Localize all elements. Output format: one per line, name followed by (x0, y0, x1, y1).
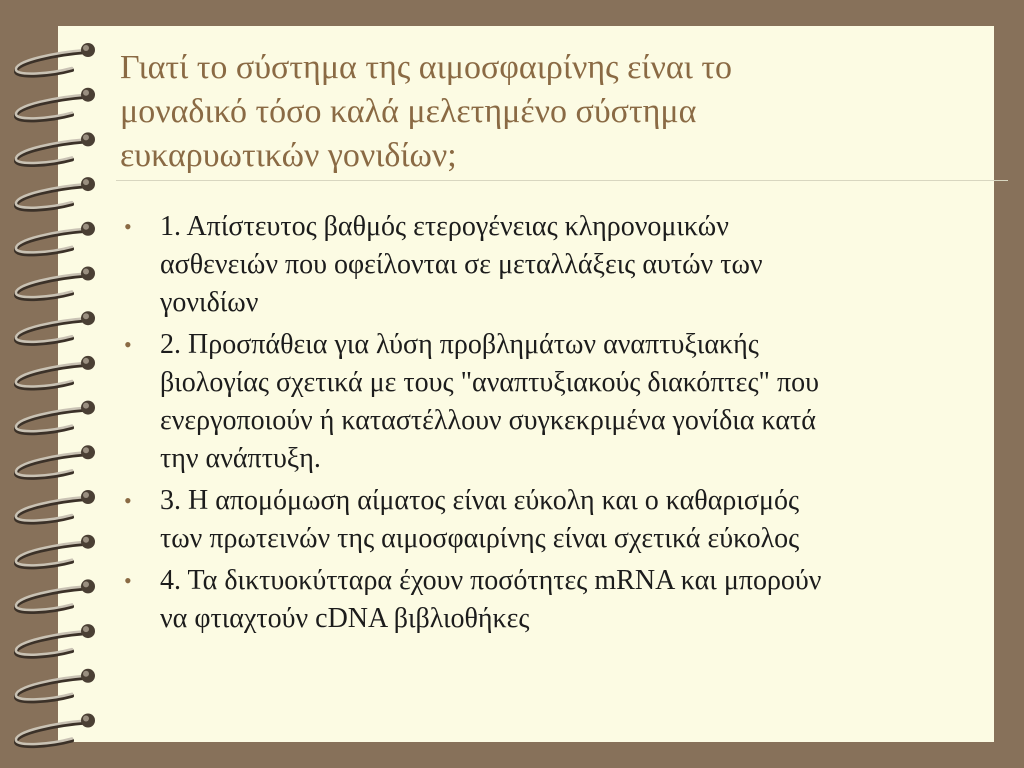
spiral-ring (16, 177, 95, 210)
bullet-text-line: γονιδίων (160, 287, 259, 318)
spiral-binding (0, 0, 120, 768)
list-item (124, 482, 1004, 558)
spiral-ring (16, 88, 95, 121)
spiral-ring (16, 579, 95, 612)
spiral-ring (16, 43, 95, 76)
bullet-text-line: την ανάπτυξη. (160, 443, 321, 474)
title-line: μοναδικό τόσο καλά μελετημένο σύστημα (120, 93, 697, 130)
title-divider (116, 180, 1008, 181)
bullet-marker: • (124, 332, 132, 357)
spiral-ring (16, 267, 95, 300)
bullet-text-line: βιολογίας σχετικά με τους "αναπτυξιακούς διακόπτες" που (160, 367, 819, 398)
title-line: ευκαρυωτικών γονιδίων; (120, 137, 457, 174)
spiral-ring (16, 624, 95, 657)
spiral-ring (16, 132, 95, 165)
list-item (124, 562, 1004, 638)
spiral-ring (16, 445, 95, 478)
bullet-text-line: ενεργοποιούν ή καταστέλλουν συγκεκριμένα γονίδια κατά (160, 405, 816, 436)
spiral-ring (16, 356, 95, 389)
spiral-ring (16, 714, 95, 747)
bullet-text-line: 3. Η απομόμωση αίματος είναι εύκολη και ο καθαρισμός (160, 485, 800, 516)
bullet-text-line: 2. Προσπάθεια για λύση προβλημάτων αναπτυξιακής (160, 329, 759, 360)
bullet-marker: • (124, 568, 132, 593)
list-item (124, 326, 1004, 478)
title-line: Γιατί το σύστημα της αιμοσφαιρίνης είναι το (120, 49, 733, 86)
spiral-ring (16, 535, 95, 568)
spiral-ring (16, 311, 95, 344)
bullet-text-line: να φτιαχτούν cDNA βιβλιοθήκες (160, 603, 530, 634)
bullet-text-line: ασθενειών που οφείλονται σε μεταλλάξεις αυτών των (160, 249, 763, 280)
bullet-text-line: των πρωτεινών της αιμοσφαιρίνης είναι σχετικά εύκολος (160, 523, 800, 554)
list-item (124, 208, 1004, 322)
spiral-ring (16, 222, 95, 255)
bullet-list (124, 208, 1004, 642)
bullet-marker: • (124, 214, 132, 239)
slide-title (120, 46, 1000, 178)
bullet-text-line: 1. Απίστευτος βαθμός ετερογένειας κληρονομικών (160, 211, 729, 242)
bullet-marker: • (124, 488, 132, 513)
bullet-text-line: 4. Τα δικτυοκύτταρα έχουν ποσότητες mRNA και μπορούν (160, 565, 822, 596)
spiral-ring (16, 490, 95, 523)
spiral-ring (16, 401, 95, 434)
spiral-ring (16, 669, 95, 702)
